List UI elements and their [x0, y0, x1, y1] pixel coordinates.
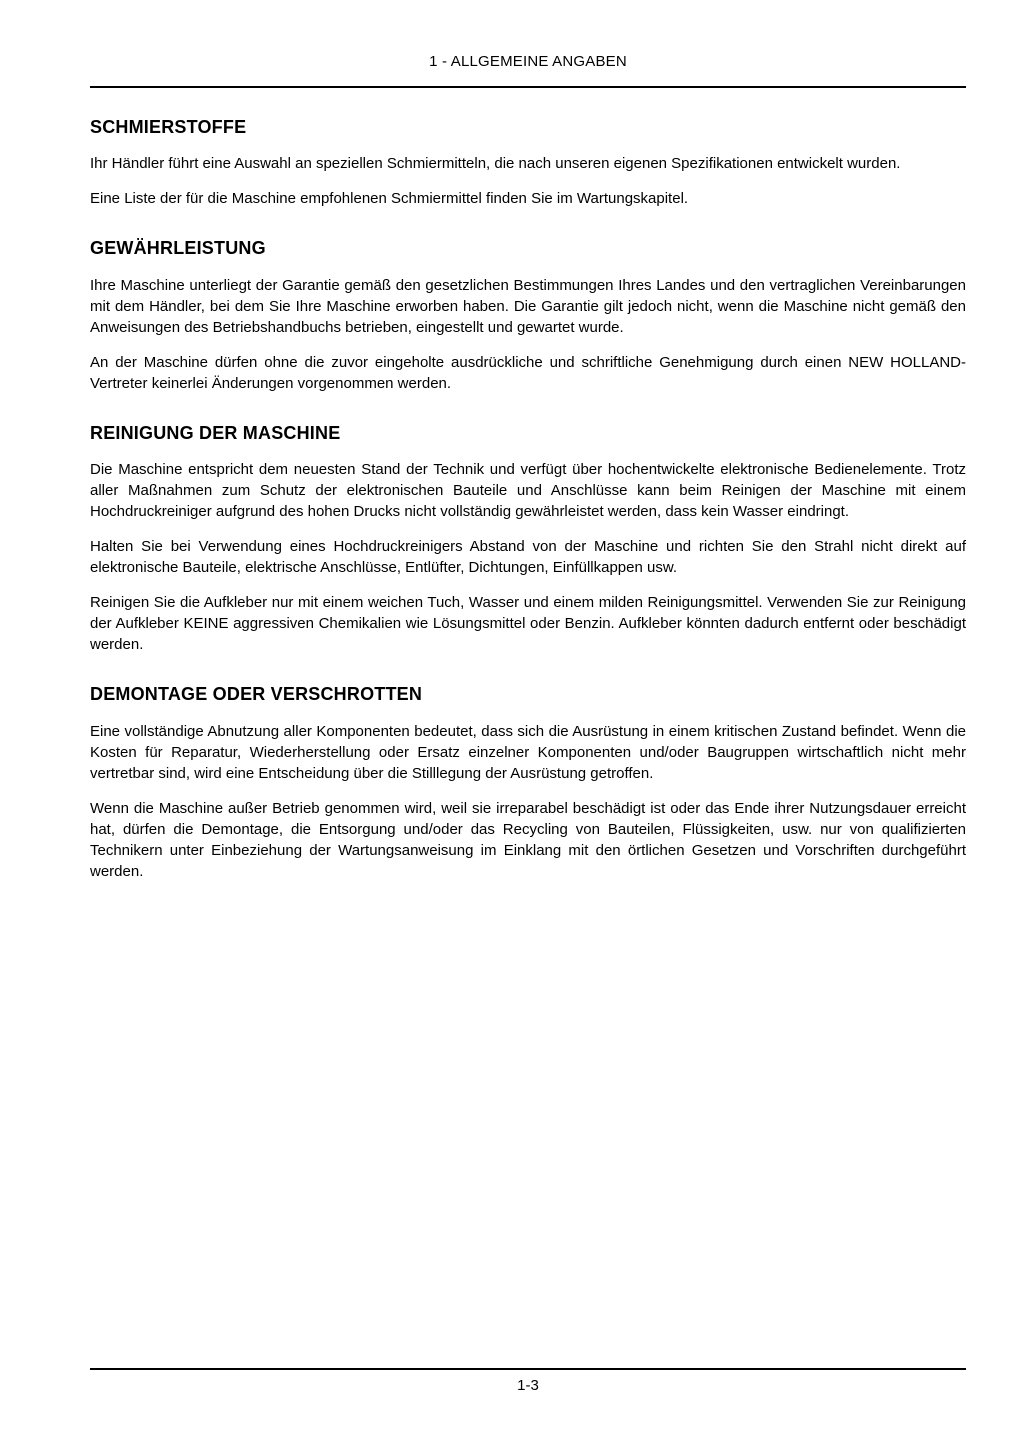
paragraph: An der Maschine dürfen ohne die zuvor eingeholte ausdrückliche und schriftliche Genehmigung durch einen NEW HOLLAND-Vertreter keinerlei Änderungen vorgenommen werden.	[90, 353, 966, 392]
paragraph: Ihre Maschine unterliegt der Garantie gemäß den gesetzlichen Bestimmungen Ihres Landes und den vertraglichen Vereinbarungen mit dem Händler, bei dem Sie Ihre Maschine erworben haben. Die Garantie gilt jedoch nicht, wenn die Maschine nicht gemäß den Anweisungen des Betriebshandbuchs betrieben, eingestellt und gewartet wurde.	[90, 276, 966, 336]
section-reinigung-der-maschine	[90, 423, 966, 656]
section-heading: REINIGUNG DER MASCHINE	[90, 422, 341, 443]
paragraph: Eine Liste der für die Maschine empfohlenen Schmiermittel finden Sie im Wartungskapitel.	[90, 190, 689, 208]
page-number: 1-3	[517, 1377, 539, 1394]
paragraph: Eine vollständige Abnutzung aller Komponenten bedeutet, dass sich die Ausrüstung in einem kritischen Zustand befindet. Wenn die Kosten für Reparatur, Wiederherstellung oder Ersatz einzelner Komponenten und/oder Baugruppen wirtschaftlich nicht mehr vertretbar sind, wird eine Entscheidung über die Stilllegung der Ausrüstung getroffen.	[90, 722, 966, 782]
section-gewaehrleistung	[90, 238, 966, 394]
paragraph: Die Maschine entspricht dem neuesten Stand der Technik und verfügt über hochentwickelte elektronische Bedienelemente. Trotz aller Maßnahmen zum Schutz der elektronischen Bauteile und Anschlüsse kann beim Reinigen der Maschine mit einem Hochdruckreiniger aufgrund des hohen Drucks nicht vollständig gewährleistet werden, dass kein Wasser eindringt.	[90, 461, 966, 521]
section-heading: SCHMIERSTOFFE	[90, 116, 247, 137]
paragraph: Wenn die Maschine außer Betrieb genommen wird, weil sie irreparabel beschädigt ist oder das Ende ihrer Nutzungsdauer erreicht hat, dürfen die Demontage, die Entsorgung und/oder das Recycling von Bauteilen, Flüssigkeiten, usw. nur von qualifizierten Technikern unter Einbeziehung der Wartungsanweisung im Einklang mit den örtlichen Gesetzen und Vorschriften durchgeführt werden.	[90, 799, 966, 880]
page-footer	[90, 1368, 966, 1394]
section-heading: DEMONTAGE ODER VERSCHROTTEN	[90, 684, 423, 705]
header-rule	[90, 86, 966, 88]
paragraph: Ihr Händler führt eine Auswahl an speziellen Schmiermitteln, die nach unseren eigenen Spezifikationen entwickelt wurden.	[90, 155, 901, 173]
page-header-title: 1 - ALLGEMEINE ANGABEN	[429, 53, 627, 70]
footer-rule	[90, 1368, 966, 1370]
paragraph: Reinigen Sie die Aufkleber nur mit einem weichen Tuch, Wasser und einem milden Reinigungsmittel. Verwenden Sie zur Reinigung der Aufkleber KEINE aggressiven Chemikalien wie Lösungsmittel oder Benzin. Aufkleber könnten dadurch entfernt oder beschädigt werden.	[90, 594, 966, 654]
section-schmierstoffe	[90, 117, 966, 210]
section-demontage-oder-verschrotten	[90, 684, 966, 882]
section-heading: GEWÄHRLEISTUNG	[90, 238, 266, 259]
paragraph: Halten Sie bei Verwendung eines Hochdruckreinigers Abstand von der Maschine und richten Sie den Strahl nicht direkt auf elektronische Bauteile, elektrische Anschlüsse, Entlüfter, Dichtungen, Einfüllkappen usw.	[90, 538, 966, 577]
page-content	[90, 52, 966, 882]
